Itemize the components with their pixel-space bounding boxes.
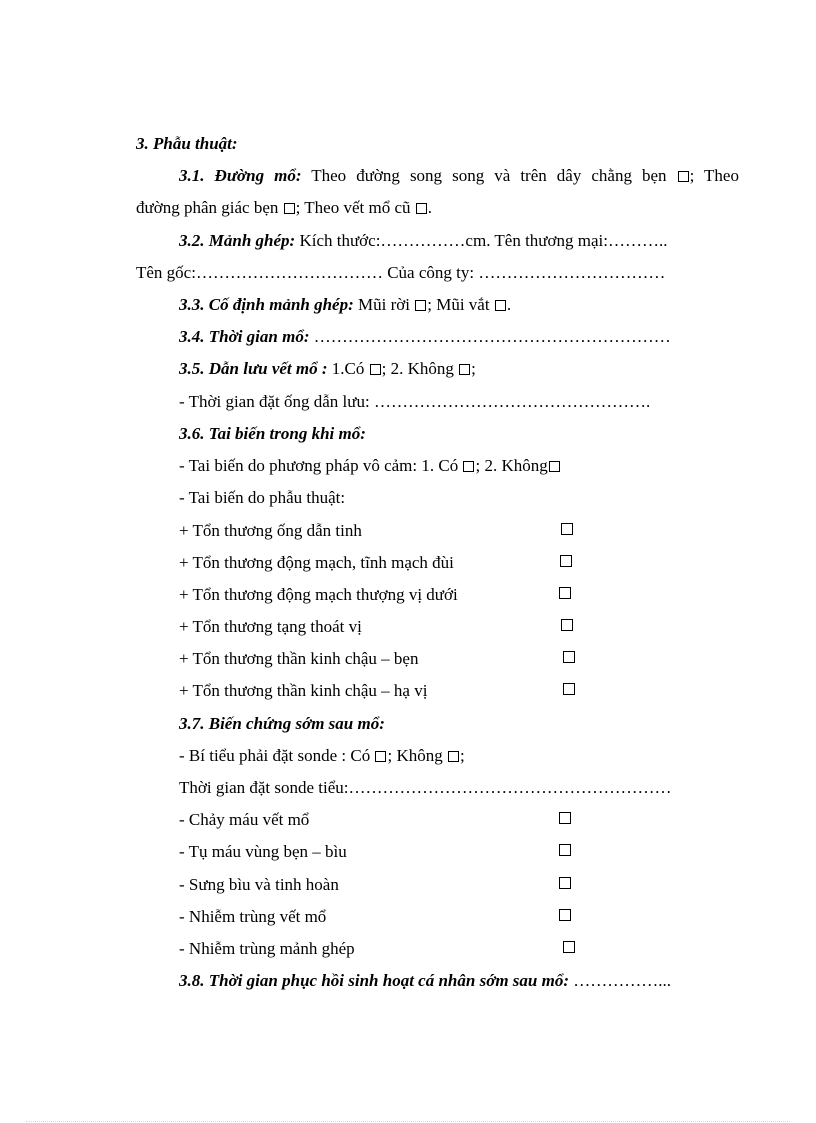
surgical-complication-item: + Tổn thương ống dẫn tinh	[179, 521, 362, 540]
drain-duration-line: - Thời gian đặt ống dẫn lưu: ………………………………………….	[179, 392, 651, 411]
surgical-complication-item: + Tổn thương thần kinh chậu – bẹn	[179, 649, 419, 668]
checkbox-incision-old-scar[interactable]	[416, 203, 427, 214]
sonde-duration-line: Thời gian đặt sonde tiểu:…………………………………………………	[179, 778, 672, 797]
section-3-2-line1: 3.2. Mảnh ghép: Kích thước:……………cm. Tên thương mại:………..	[179, 231, 668, 250]
early-complication-item: - Nhiễm trùng mảnh ghép	[179, 939, 355, 958]
section-3-8-heading: 3.8. Thời gian phục hồi sinh hoạt cá nhân sớm sau mổ:	[179, 971, 569, 990]
early-complication-item: - Tụ máu vùng bẹn – bìu	[179, 842, 347, 861]
checkbox-femoral-vessel-injury[interactable]	[560, 555, 572, 567]
checkbox-scrotal-swelling[interactable]	[559, 877, 571, 889]
checkbox-wound-bleeding[interactable]	[559, 812, 571, 824]
early-complication-item: - Sưng bìu và tinh hoàn	[179, 875, 339, 894]
section-3-1-heading: 3.1. Đường mổ:	[179, 166, 302, 185]
checkbox-incision-parallel[interactable]	[678, 171, 689, 182]
section-3-5-line: 3.5. Dẫn lưu vết mổ : 1.Có ; 2. Không ;	[179, 359, 476, 378]
surgical-complication-label: - Tai biến do phẫu thuật:	[179, 488, 346, 507]
page-bottom-divider	[26, 1121, 790, 1122]
checkbox-wound-infection[interactable]	[559, 909, 571, 921]
checkbox-anesthesia-yes[interactable]	[463, 461, 474, 472]
checkbox-interrupted-suture[interactable]	[415, 300, 426, 311]
section-3-1-line2: đường phân giác bẹn ; Theo vết mổ cũ .	[136, 198, 432, 217]
section-3-5-heading: 3.5. Dẫn lưu vết mổ :	[179, 359, 328, 378]
urinary-retention-line: - Bí tiểu phải đặt sonde : Có ; Không ;	[179, 746, 465, 765]
section-3-3-heading: 3.3. Cố định mảnh ghép:	[179, 295, 354, 314]
section-3-8-line: 3.8. Thời gian phục hồi sinh hoạt cá nhân sớm sau mổ: ……………...	[179, 971, 671, 990]
checkbox-retention-no[interactable]	[448, 751, 459, 762]
checkbox-iliohypogastric-nerve-injury[interactable]	[563, 683, 575, 695]
section-3-2-heading: 3.2. Mảnh ghép:	[179, 231, 296, 250]
early-complication-item: - Chảy máu vết mổ	[179, 810, 310, 829]
checkbox-drain-yes[interactable]	[370, 364, 381, 375]
checkbox-running-suture[interactable]	[495, 300, 506, 311]
section-3-4-line: 3.4. Thời gian mổ: ………………………………………………………	[179, 327, 671, 346]
checkbox-anesthesia-no[interactable]	[549, 461, 560, 472]
section-3-6-heading: 3.6. Tai biến trong khi mổ:	[179, 424, 366, 443]
section-3-7-heading: 3.7. Biến chứng sớm sau mổ:	[179, 714, 385, 733]
checkbox-vas-deferens-injury[interactable]	[561, 523, 573, 535]
checkbox-epigastric-vessel-injury[interactable]	[559, 587, 571, 599]
section-3-1-line1: 3.1. Đường mổ: Theo đường song song và trên dây chằng bẹn ; Theo	[179, 166, 739, 185]
section-3-4-heading: 3.4. Thời gian mổ:	[179, 327, 310, 346]
section-3-3-line: 3.3. Cố định mảnh ghép: Mũi rời ; Mũi vắt .	[179, 295, 512, 314]
section-3-2-line2: Tên gốc:…………………………… Của công ty: ……………………………	[136, 263, 666, 282]
surgical-complication-item: + Tổn thương động mạch, tĩnh mạch đùi	[179, 553, 454, 572]
surgical-complication-item: + Tổn thương thần kinh chậu – hạ vị	[179, 681, 428, 700]
section-3-title: 3. Phẫu thuật:	[136, 134, 238, 153]
early-complication-item: - Nhiễm trùng vết mổ	[179, 907, 327, 926]
checkbox-ilioinguinal-nerve-injury[interactable]	[563, 651, 575, 663]
checkbox-retention-yes[interactable]	[375, 751, 386, 762]
checkbox-mesh-infection[interactable]	[563, 941, 575, 953]
surgical-complication-item: + Tổn thương động mạch thượng vị dưới	[179, 585, 458, 604]
surgical-complication-item: + Tổn thương tạng thoát vị	[179, 617, 362, 636]
anesthesia-complication-line: - Tai biến do phương pháp vô cảm: 1. Có ; 2. Không	[179, 455, 561, 477]
checkbox-drain-no[interactable]	[459, 364, 470, 375]
checkbox-incision-bisector[interactable]	[284, 203, 295, 214]
checkbox-scrotal-hematoma[interactable]	[559, 844, 571, 856]
checkbox-hernia-organ-injury[interactable]	[561, 619, 573, 631]
